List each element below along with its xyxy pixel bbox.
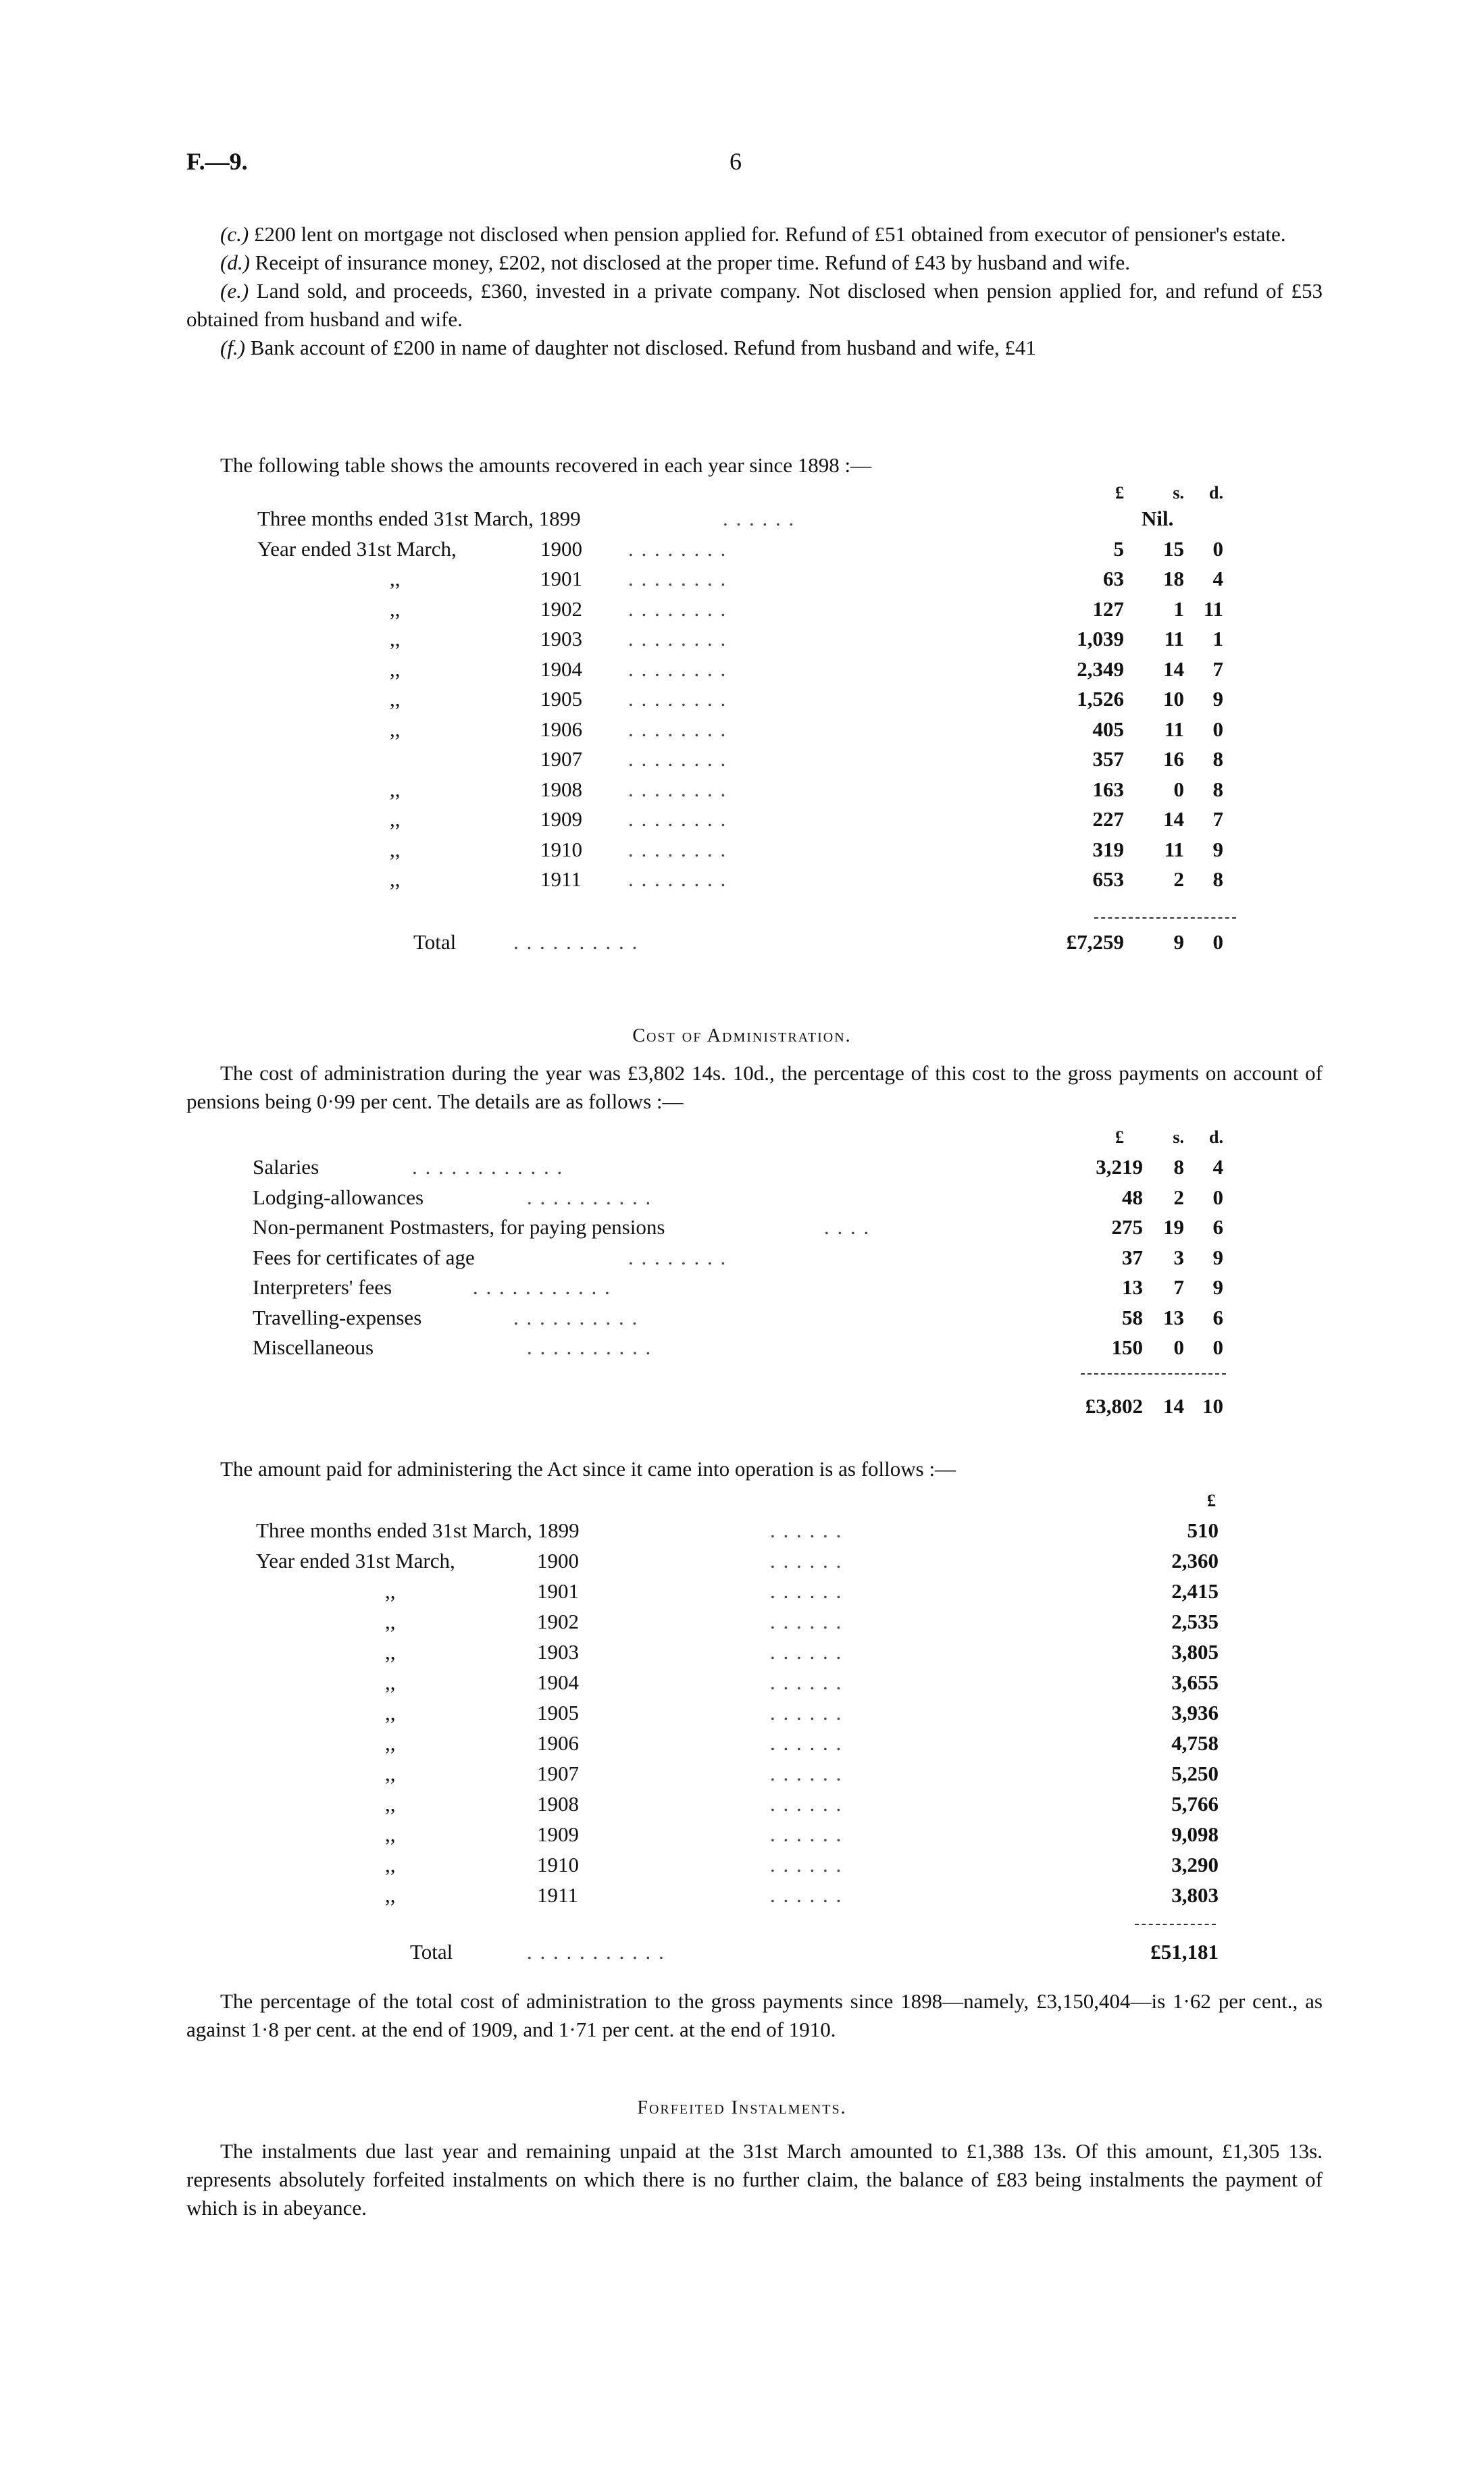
table-row: [0, 1273, 1484, 1302]
amount-pence: 0: [1212, 1335, 1223, 1359]
leader-dots: . . . . . . . .: [628, 807, 727, 831]
amount-pence: 4: [1212, 1155, 1223, 1179]
table-row: [0, 835, 1484, 865]
amount-pounds: 510: [1187, 1518, 1219, 1542]
amount-pence: 8: [1212, 747, 1223, 771]
cost-intro: [186, 1059, 1323, 1116]
amount-pounds: 3,803: [1171, 1883, 1219, 1907]
table-row: [0, 715, 1484, 744]
case-text: Bank account of £200 in name of daughter not disclosed. Refund from husband and wife, £41: [250, 336, 1036, 359]
amount-pence: 7: [1212, 657, 1223, 681]
amount-pence: 4: [1212, 567, 1223, 590]
amount-pounds: 319: [1092, 837, 1124, 861]
table-row: [0, 1850, 1484, 1880]
leader-dots: . . . . . . . .: [628, 657, 727, 681]
row-year: 1903: [540, 627, 582, 650]
page-number: 6: [730, 148, 742, 175]
amount-pence: 9: [1212, 687, 1223, 711]
amount-pounds: 2,360: [1171, 1549, 1219, 1572]
leader-dots: . . . . . .: [770, 1822, 843, 1846]
case-label: (d.): [220, 251, 250, 274]
forfeited-heading: Forfeited Instalments.: [637, 2097, 847, 2118]
leader-dots: . . . . . .: [770, 1579, 843, 1603]
total-label: Total: [413, 930, 457, 954]
ditto-mark: ,,: [385, 1792, 396, 1816]
table-row: [0, 1243, 1484, 1273]
row-year: 1910: [540, 837, 582, 861]
col-pence: d.: [1209, 483, 1223, 503]
row-year: 1902: [540, 596, 582, 621]
col-shillings: s.: [1173, 483, 1184, 503]
amount-shillings: 11: [1164, 627, 1184, 650]
leader-dots: . . . . . . . .: [628, 747, 727, 771]
total-pounds: £51,181: [1150, 1940, 1219, 1964]
row-year: 1909: [537, 1822, 579, 1846]
amount-pence: 7: [1212, 807, 1223, 831]
table-row: [0, 1183, 1484, 1212]
leader-dots: . . . . . . . .: [628, 837, 727, 861]
row-year: 1905: [537, 1701, 579, 1724]
ditto-mark: ,,: [385, 1762, 396, 1785]
cost-heading: Cost of Administration.: [632, 1025, 852, 1046]
row-year: 1911: [537, 1883, 578, 1907]
row-year: 1902: [537, 1610, 579, 1633]
leader-dots: . . . . . .: [770, 1610, 843, 1633]
amount-shillings: 3: [1173, 1245, 1184, 1269]
row-year: 1908: [540, 777, 582, 801]
amount-shillings: 7: [1173, 1275, 1184, 1299]
total-pounds: £3,802: [1085, 1394, 1143, 1418]
leader-dots: . . . .: [824, 1215, 871, 1239]
amount-shillings: 18: [1163, 567, 1184, 590]
col-pounds: £: [1115, 483, 1124, 503]
row-year: 1901: [537, 1579, 579, 1603]
leader-dots: . . . . . .: [770, 1518, 843, 1542]
amount-pence: 0: [1212, 717, 1223, 741]
amount-pounds: 58: [1122, 1305, 1143, 1329]
amount-pounds: 3,290: [1171, 1853, 1219, 1876]
amount-shillings: 11: [1164, 717, 1184, 741]
ditto-mark: ,,: [385, 1822, 396, 1846]
amount-pounds: 48: [1122, 1185, 1143, 1209]
table-row: [0, 594, 1484, 624]
leader-dots: . . . . . . . .: [628, 596, 727, 621]
row-year: 1900: [537, 1549, 579, 1572]
table-row: [0, 804, 1484, 834]
column-headers: [0, 1123, 1484, 1152]
amount-shillings: 14: [1163, 657, 1184, 681]
amount-pounds: 127: [1092, 596, 1124, 621]
table-row: [0, 1303, 1484, 1333]
intro-text: The cost of administration during the year was £3,802 14s. 10d., the percentage of this cost to the gross payments on account of pensions being 0·99 per cent. The details are as follows :—: [186, 1061, 1323, 1113]
table-row: [0, 1212, 1484, 1242]
amount-pounds: 63: [1103, 567, 1124, 590]
ditto-mark: ,,: [385, 1701, 396, 1724]
ditto-mark: ,,: [390, 837, 401, 861]
case-text: Receipt of insurance money, £202, not disclosed at the proper time. Refund of £43 by husband and wife.: [255, 251, 1131, 274]
amount-shillings: 0: [1173, 777, 1184, 801]
case-c: [186, 220, 1323, 249]
amount-pounds: 275: [1111, 1215, 1143, 1239]
ditto-mark: ,,: [390, 807, 401, 831]
ditto-mark: ,,: [385, 1640, 396, 1664]
amount-shillings: 13: [1163, 1305, 1184, 1329]
recovered-intro: [186, 451, 1323, 480]
amount-shillings: 2: [1173, 1185, 1184, 1209]
total-pounds: £7,259: [1066, 930, 1124, 954]
amount-pounds: 1,526: [1077, 687, 1124, 711]
row-label: Travelling-expenses: [253, 1305, 422, 1329]
amount-pence: 0: [1212, 536, 1223, 561]
leader-dots: . . . . . . . .: [628, 567, 727, 590]
table-row: [0, 1637, 1484, 1667]
ditto-mark: ,,: [390, 627, 401, 650]
row-year: 1910: [537, 1853, 579, 1876]
case-f: [186, 334, 1323, 362]
leader-dots: . . . . . .: [770, 1883, 843, 1907]
row-label: Salaries: [253, 1155, 319, 1179]
amount-pence: 8: [1212, 777, 1223, 801]
percentage-paragraph: [186, 1987, 1323, 2044]
table-row: [0, 1881, 1484, 1910]
leader-dots: . . . . . . . . . .: [527, 1185, 653, 1209]
total-rule: [1135, 1924, 1216, 1925]
amount-pounds: 13: [1122, 1275, 1143, 1299]
amount-nil: Nil.: [1142, 507, 1174, 530]
ditto-mark: ,,: [390, 657, 401, 681]
table-row: [0, 1789, 1484, 1819]
table-row: [0, 1668, 1484, 1697]
row-year: 1908: [537, 1792, 579, 1816]
total-label: Total: [410, 1940, 453, 1964]
total-pence: 10: [1202, 1394, 1223, 1418]
table-row: [0, 1820, 1484, 1849]
total-row: [0, 927, 1484, 957]
amount-pounds: 37: [1122, 1245, 1143, 1269]
ditto-mark: ,,: [390, 777, 401, 801]
amount-shillings: 0: [1173, 1335, 1184, 1359]
case-label: (f.): [220, 336, 246, 359]
leader-dots: . . . . . .: [723, 507, 796, 530]
leader-dots: . . . . . . . .: [628, 627, 727, 650]
amount-shillings: 19: [1163, 1215, 1184, 1239]
amount-shillings: 14: [1163, 807, 1184, 831]
amount-shillings: 11: [1164, 837, 1184, 861]
table-row: [0, 684, 1484, 714]
amount-pounds: 3,219: [1096, 1155, 1143, 1179]
case-text: Land sold, and proceeds, £360, invested in a private company. Not disclosed when pension applied for, and refund of £53 obtained from husband and wife.: [186, 279, 1323, 331]
col-pence: d.: [1209, 1127, 1223, 1147]
leader-dots: . . . . . . . . . .: [527, 1335, 653, 1359]
ditto-mark: ,,: [385, 1883, 396, 1907]
admin-paid-intro: [186, 1455, 1323, 1483]
amount-pounds: 2,415: [1171, 1579, 1219, 1603]
amount-pence: 0: [1212, 1185, 1223, 1209]
amount-pounds: 3,805: [1171, 1640, 1219, 1664]
table-row: [0, 1729, 1484, 1758]
amount-pounds: 9,098: [1171, 1822, 1219, 1846]
cases-list: [186, 220, 1323, 362]
table-row: [0, 655, 1484, 684]
table-row: [0, 1333, 1484, 1362]
row-year: 1911: [540, 867, 582, 891]
amount-pounds: 163: [1092, 777, 1124, 801]
amount-pounds: 3,655: [1171, 1670, 1219, 1694]
amount-shillings: 2: [1173, 867, 1184, 891]
table-row: [0, 775, 1484, 804]
leader-dots: . . . . . . . . . . .: [527, 1940, 665, 1964]
amount-shillings: 8: [1173, 1155, 1184, 1179]
ditto-mark: ,,: [385, 1731, 396, 1755]
amount-pounds: 227: [1092, 807, 1124, 831]
ditto-mark: ,,: [390, 567, 401, 590]
amount-pounds: 653: [1092, 867, 1124, 891]
row-year: 1904: [540, 657, 582, 681]
intro-text: The following table shows the amounts recovered in each year since 1898 :—: [220, 453, 872, 477]
amount-pounds: 2,349: [1077, 657, 1124, 681]
leader-dots: . . . . . . . . . .: [513, 1305, 639, 1329]
row-year: 1907: [540, 747, 582, 771]
leader-dots: . . . . . . . .: [628, 1245, 727, 1269]
amount-pounds: 3,936: [1171, 1701, 1219, 1724]
table-row: [0, 534, 1484, 564]
leader-dots: . . . . . . . . . . . .: [412, 1155, 564, 1179]
leader-dots: . . . . . .: [770, 1853, 843, 1876]
total-pence: 0: [1212, 930, 1223, 954]
leader-dots: . . . . . .: [770, 1792, 843, 1816]
table-row: [0, 1759, 1484, 1789]
amount-pence: 11: [1203, 596, 1223, 621]
leader-dots: . . . . . . . .: [628, 777, 727, 801]
amount-pounds: 150: [1111, 1335, 1143, 1359]
amount-pence: 1: [1212, 627, 1223, 650]
forfeited-paragraph: [186, 2137, 1323, 2222]
row-label: Year ended 31st March,: [256, 1549, 455, 1572]
table-row: [0, 504, 1484, 534]
paragraph-text: The instalments due last year and remaining unpaid at the 31st March amounted to £1,388 13s. Of this amount, £1,305 13s. represents absolutely forfeited instalments on which there is no further claim, the balance of £83 being instalments the payment of which is in abeyance.: [186, 2139, 1323, 2220]
total-row: [0, 1391, 1484, 1421]
leader-dots: . . . . . . . .: [628, 867, 727, 891]
row-label: Three months ended 31st March, 1899: [257, 507, 581, 530]
intro-text: The amount paid for administering the Act since it came into operation is as follows :—: [220, 1457, 956, 1481]
leader-dots: . . . . . . . .: [628, 717, 727, 741]
row-label: Interpreters' fees: [253, 1275, 392, 1299]
row-label: Three months ended 31st March, 1899: [256, 1518, 580, 1542]
ditto-mark: ,,: [385, 1670, 396, 1694]
ditto-mark: ,,: [390, 867, 401, 891]
table-row: [0, 1607, 1484, 1637]
leader-dots: . . . . . .: [770, 1762, 843, 1785]
amount-pence: 9: [1212, 1275, 1223, 1299]
total-shillings: 14: [1163, 1394, 1184, 1418]
ditto-mark: ,,: [390, 717, 401, 741]
amount-pounds: 5,766: [1171, 1792, 1219, 1816]
table-row: [0, 744, 1484, 774]
paragraph-text: The percentage of the total cost of administration to the gross payments since 1898—namely, £3,150,404—is 1·62 per cent., as against 1·8 per cent. at the end of 1909, and 1·71 per cent. at the end of 1910.: [186, 1989, 1323, 2041]
row-year: 1903: [537, 1640, 579, 1664]
row-year: 1906: [537, 1731, 579, 1755]
amount-pounds: 5,250: [1171, 1762, 1219, 1785]
row-year: 1905: [540, 687, 582, 711]
table-row: [0, 1546, 1484, 1576]
amount-shillings: 16: [1163, 747, 1184, 771]
row-year: 1900: [540, 536, 582, 561]
amount-pounds: 357: [1092, 747, 1124, 771]
total-rule: [1094, 917, 1236, 919]
row-year: 1909: [540, 807, 582, 831]
column-headers: [0, 1486, 1484, 1516]
col-pounds: £: [1207, 1491, 1216, 1510]
table-row: [0, 624, 1484, 654]
table-row: [0, 1577, 1484, 1606]
report-reference: F.—9.: [186, 148, 248, 175]
amount-shillings: 10: [1163, 687, 1184, 711]
leader-dots: . . . . . . . . . . .: [473, 1275, 611, 1299]
row-label: Miscellaneous: [253, 1335, 374, 1359]
total-shillings: 9: [1173, 930, 1184, 954]
amount-pence: 6: [1212, 1305, 1223, 1329]
table-row: [0, 564, 1484, 594]
ditto-mark: ,,: [385, 1579, 396, 1603]
leader-dots: . . . . . .: [770, 1549, 843, 1572]
table-row: [0, 1698, 1484, 1728]
leader-dots: . . . . . .: [770, 1640, 843, 1664]
leader-dots: . . . . . . . .: [628, 536, 727, 561]
amount-shillings: 1: [1173, 596, 1184, 621]
amount-pounds: 4,758: [1171, 1731, 1219, 1755]
table-row: [0, 1152, 1484, 1182]
row-label: Lodging-allowances: [253, 1185, 424, 1209]
amount-shillings: 15: [1163, 536, 1184, 561]
amount-pounds: 5: [1113, 536, 1124, 561]
row-year: 1907: [537, 1762, 579, 1785]
row-year: 1901: [540, 567, 582, 590]
case-label: (c.): [220, 222, 249, 246]
total-row: [0, 1937, 1484, 1967]
amount-pounds: 2,535: [1171, 1610, 1219, 1633]
total-rule: [1081, 1373, 1226, 1375]
ditto-mark: ,,: [390, 687, 401, 711]
ditto-mark: ,,: [385, 1853, 396, 1876]
leader-dots: . . . . . .: [770, 1731, 843, 1755]
ditto-mark: ,,: [390, 596, 401, 621]
leader-dots: . . . . . .: [770, 1670, 843, 1694]
case-label: (e.): [220, 279, 249, 303]
amount-pounds: 1,039: [1077, 627, 1124, 650]
col-shillings: s.: [1173, 1127, 1184, 1147]
leader-dots: . . . . . . . .: [628, 687, 727, 711]
row-year: 1904: [537, 1670, 579, 1694]
ditto-mark: ,,: [385, 1610, 396, 1633]
amount-pence: 9: [1212, 1245, 1223, 1269]
amount-pounds: 405: [1092, 717, 1124, 741]
col-pounds: £: [1115, 1127, 1124, 1147]
row-year: 1906: [540, 717, 582, 741]
amount-pence: 9: [1212, 837, 1223, 861]
table-row: [0, 865, 1484, 894]
amount-pence: 8: [1212, 867, 1223, 891]
leader-dots: . . . . . .: [770, 1701, 843, 1724]
case-text: £200 lent on mortgage not disclosed when pension applied for. Refund of £51 obtained from executor of pensioner's estate.: [253, 222, 1286, 246]
row-label: Year ended 31st March,: [257, 536, 457, 561]
amount-pence: 6: [1212, 1215, 1223, 1239]
row-label: Non-permanent Postmasters, for paying pensions: [253, 1215, 665, 1239]
case-d: [186, 249, 1323, 277]
table-row: [0, 1516, 1484, 1545]
case-e: [186, 277, 1323, 334]
leader-dots: . . . . . . . . . .: [513, 930, 639, 954]
row-label: Fees for certificates of age: [253, 1245, 475, 1269]
